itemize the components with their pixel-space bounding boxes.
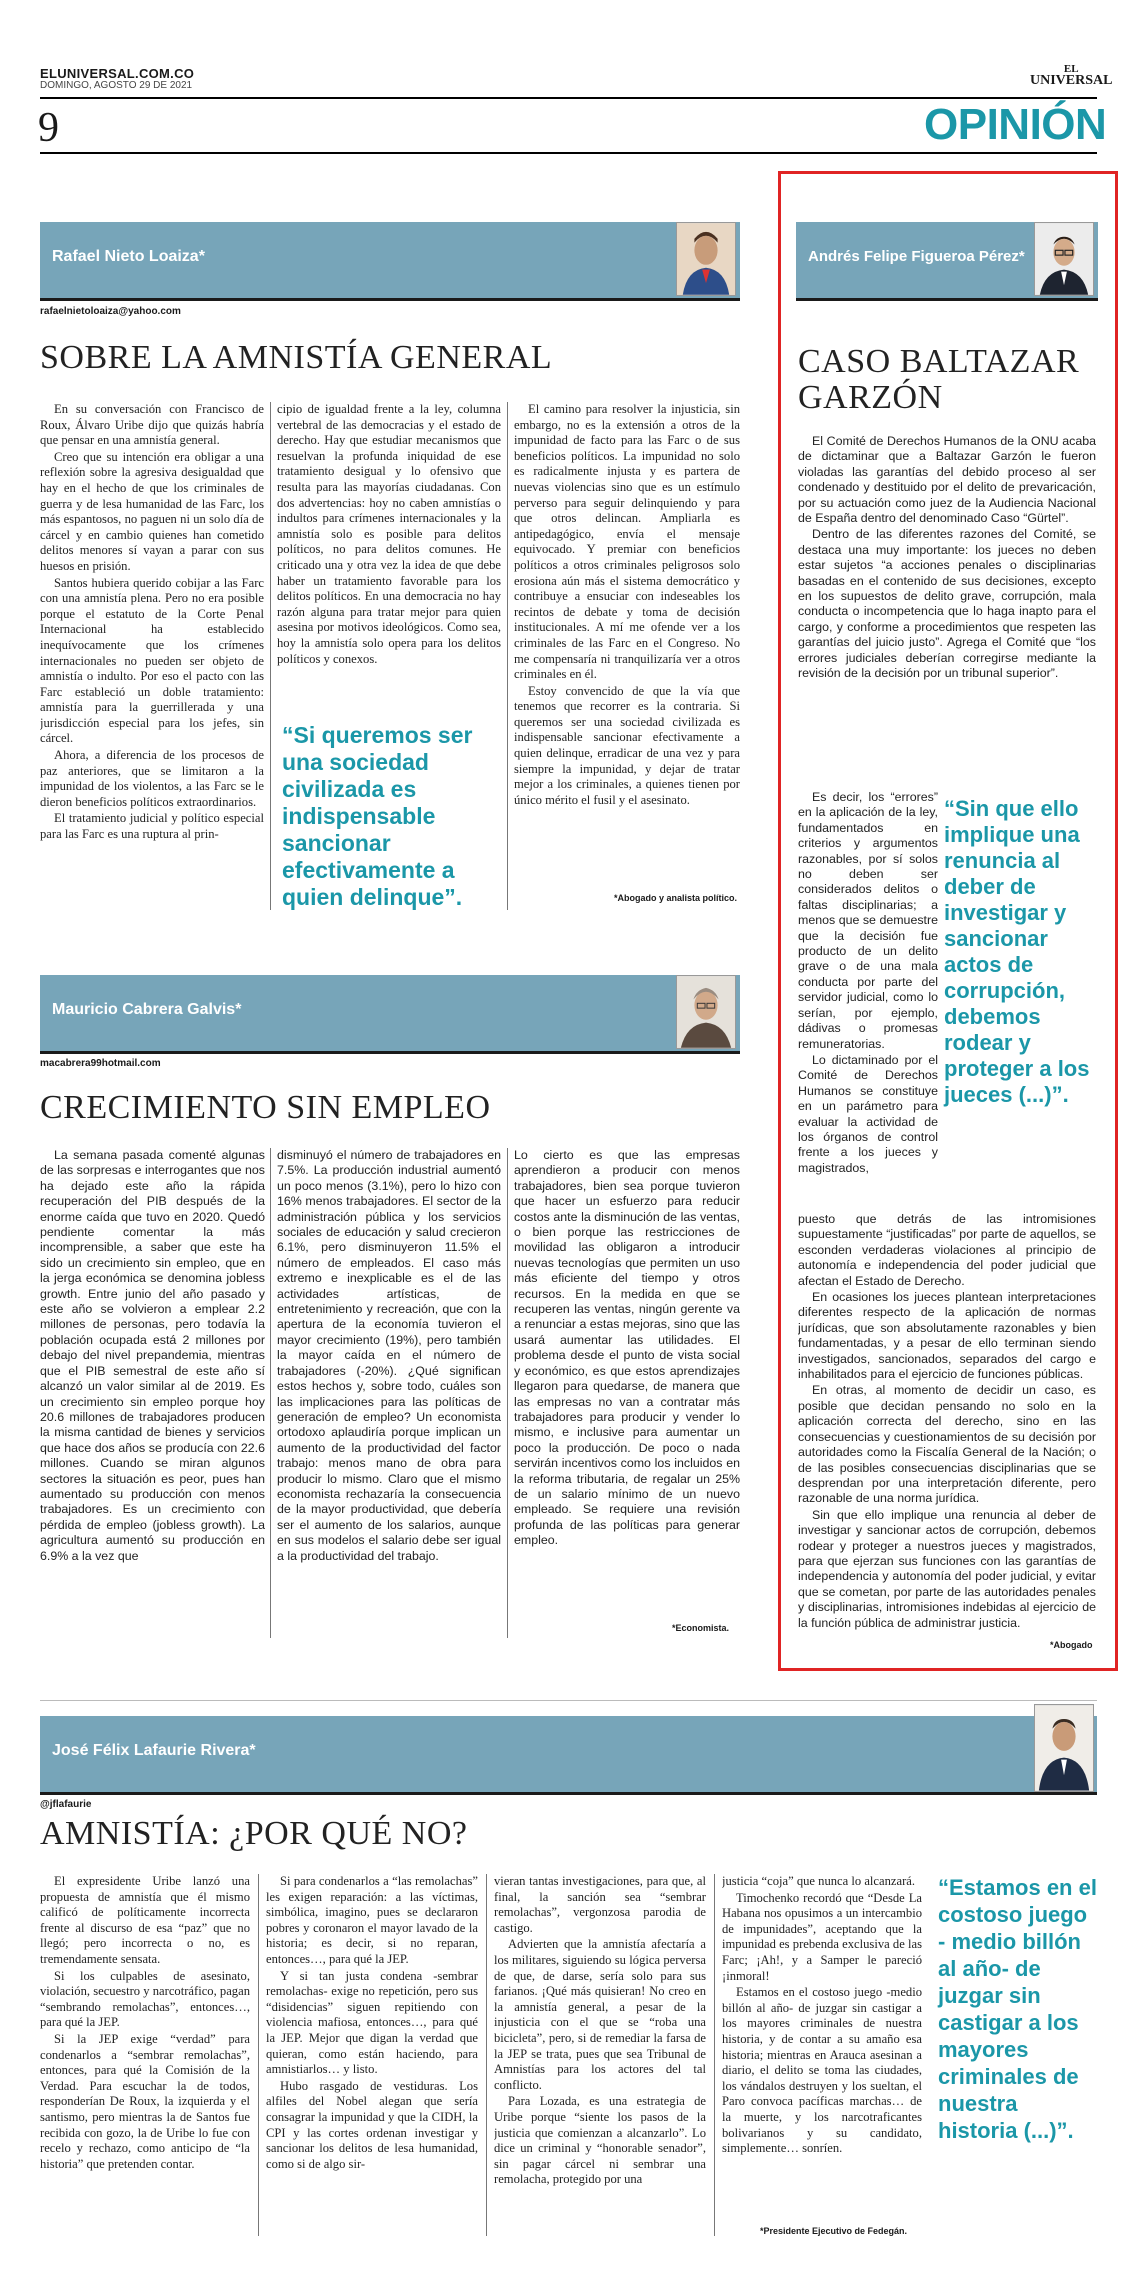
- column-divider: [486, 1874, 487, 2236]
- paragraph: Es decir, los “errores” en la aplicación de la ley, fundamentados en criterios y argumentos razonables, por sí solos no deben ser considerados delitos o faltas disciplinarias; a menos que se demuestre que la decisión fue producto de un delito grave o de una mala conducta por parte del servidor judicial, como lo serían, por ejemplo, dádivas o promesas remuneratorias.: [798, 790, 938, 1051]
- article-column-3: [514, 402, 740, 878]
- author-email[interactable]: rafaelnietoloaiza@yahoo.com: [40, 306, 181, 317]
- paragraph: La semana pasada comenté algunas de las sorpresas e interrogantes que nos ha dejado este año la rápida recuperación del PIB después de la enorme caída que tuvo en 2020. Quedó pendiente comentar la más incomprensible, a saber que este ha sido un crecimiento sin empleo, que en la jerga económica se denomina jobless growth. Entre junio del año pasado y este año se volvieron a emplear 2.2 millones de personas, pero todavía la población ocupada está 2 millones por debajo del nivel prepandemia, mientras que el PIB semestral de este año sí alcanzó un valor similar al de 2019. Es un crecimiento sin empleo porque hoy 20.6 millones de trabajadores producen la misma cantidad de bienes y servicios que hace dos años se producía con 22.6 millones. Cuando se miran algunos sectores la situación es peor, pues han aumentado su producción con menos trabajadores. Es un crecimiento con pérdida de empleo (jobless growth). La agricultura aumentó su producción en 6.9% a la vez que: [40, 1148, 265, 1563]
- band-underline: [40, 1792, 1097, 1795]
- portrait-icon: [677, 223, 735, 295]
- author-photo: [1034, 222, 1094, 296]
- author-handle[interactable]: @jflafaurie: [40, 1799, 92, 1810]
- author-note: *Abogado: [1050, 1640, 1093, 1650]
- paragraph: vieran tantas investigaciones, para que, al final, la sanción sea “sembrar remolachas”, vergonzosa parodia de castigo.: [494, 1874, 706, 1935]
- site-url: ELUNIVERSAL.COM.CO: [40, 66, 195, 81]
- paragraph: En otras, al momento de decidir un caso, es posible que decidan pensando no solo en la aplicación correcta del derecho, sino en las consecuencias y cuestionamientos de su decisión por autoridades como la Fiscalía General de la Nación; o de las posibles consecuencias disciplinarias que se desprendan por una interpretación diferente, pero razonable de una norma jurídica.: [798, 1383, 1096, 1506]
- paragraph: disminuyó el número de trabajadores en 7.5%. La producción industrial aumentó un poco menos (3.1%), pero lo hizo con 16% menos trabajadores. El sector de la administración pública y los servicios sociales de educación y salud crecieron 6.1%, pero disminuyeron 11.5% el número de empleados. El caso más extremo e inexplicable es el de las actividades artísticas, de entretenimiento y recreación, que con la apertura de la economía tuvieron el mayor crecimiento (19%), pero también la mayor caída en el número de trabajadores (-20%). ¿Qué significan estos hechos y, sobre todo, cuáles son las implicaciones para las políticas de generación de empleo? Un economista ortodoxo aplaudiría porque implican un aumento de la productividad del factor trabajo: menos mano de obra para producir lo mismo. Claro que el mismo economista rechazaría la consecuencia de la mayor productividad, que debería ser el aumento de los salarios, aunque en sus modelos el salario debe ser igual a la productividad del trabajo.: [277, 1148, 501, 1563]
- article-column-1: [40, 1874, 250, 2240]
- column-divider: [270, 1148, 271, 1638]
- paragraph: Para Lozada, es una estrategia de Uribe porque “siente los pasos de la justicia que comienzan a alcanzarlo”. Lo dice un criminal y “honorable senador”, sin pagar cárcel ni sembrar una remolacha, protegido por una: [494, 2094, 706, 2187]
- paragraph: Sin que ello implique una renuncia al deber de investigar y sancionar actos de corrupción, debemos rodear y proteger a nuestros jueces y magistrados, para que ejerzan sus funciones con las garantías de independencia y autonomía del poder judicial, y evitar que se cometan, por parte de las autoridades penales y disciplinarias, intromisiones indebidas al ejercicio de la función pública de administrar justicia.: [798, 1507, 1096, 1630]
- paragraph: Dentro de las diferentes razones del Comité, se destaca una muy importante: los jueces no deben estar sujetos “a acciones penales o disciplinarias basadas en el contenido de sus decisiones, excepto en los supuestos de delito grave, corrupción, mala conducta o incompetencia que lo haga inapto para el cargo, y conforme a procedimientos que respeten las garantías del juicio justo”. Agrega el Comité que “los errores judiciales deberían corregirse mediante la revisión de la decisión por un tribunal superior”.: [798, 527, 1096, 681]
- column-divider: [270, 402, 271, 910]
- paragraph: El Comité de Derechos Humanos de la ONU acaba de dictaminar que a Baltazar Garzón le fueron violadas las garantías del debido proceso al ser condenado y destituido por el delito de prevaricación, por su actuación como juez de la Audiencia Nacional de España dentro del denominado Caso “Gürtel”.: [798, 434, 1096, 526]
- author-band-cabrera: [40, 975, 740, 1051]
- header-rule: [40, 97, 1097, 99]
- paragraph: En su conversación con Francisco de Roux, Álvaro Uribe dijo que quizás habría que pensar en una amnistía general.: [40, 402, 264, 448]
- article-column-2: [277, 1148, 501, 1640]
- article-column-1: [40, 402, 264, 912]
- paragraph: Si para condenarlos a “las remolachas” les exigen reparación: a las víctimas, simbólica, imagino, pues se declararon pobres y coronaron el mayor lavado de la historia; es decir, si no reparan, entonces…, para qué la JEP.: [266, 1874, 478, 1966]
- paragraph: cipio de igualdad frente a la ley, columna vertebral de las democracias y el estado de derecho. Hay que estudiar mecanismos que resuelvan la profunda iniquidad de ese tratamiento desigual y lo ofensivo que resulta para las mayorías ciudadanas. Con dos advertencias: hoy no caben amnistías o indultos para crímenes internacionales y la amnistía solo es posible para delitos políticos, no para delitos comunes. He criticado una y otra vez la idea de que debe haber un tratamiento favorable para los delitos políticos. En una democracia no hay razón alguna para tratar mejor para quien asesina por motivos ideológicos. Como sea, hoy la amnistía solo opera para los delitos políticos y conexos.: [277, 402, 501, 666]
- article-column-4: [722, 1874, 922, 2220]
- author-note: *Abogado y analista político.: [614, 893, 738, 903]
- author-band-lafaurie: [40, 1716, 1097, 1792]
- author-name: José Félix Lafaurie Rivera*: [52, 1742, 256, 1759]
- paragraph: Ahora, a diferencia de los procesos de paz anteriores, que se limitaron a la impunidad de los violentos, a las Farc se le dieron beneficios políticos extraordinarios.: [40, 748, 264, 809]
- author-photo: [1034, 1704, 1094, 1792]
- paragraph: Advierten que la amnistía afectaría a los militares, siguiendo su lógica perversa de que, de darse, sería solo para sus farianos. ¡Qué más quisieran! No creo en la amnistía general, a pesar de la injusticia con el que se “roba una bicicleta”, pero, si de remediar la farsa de la JEP se trata, pues que sea Tribunal de Amnistías para los actores del tal conflicto.: [494, 1937, 706, 2092]
- paragraph: En ocasiones los jueces plantean interpretaciones diferentes respecto de la aplicación de normas jurídicas, que son absolutamente razonables y bien fundamentadas, y a pesar de ello terminan siendo investigados, sancionados, separados del cargo e inhabilitados para el ejercicio de funciones públicas.: [798, 1290, 1096, 1382]
- article-body-narrow: [798, 790, 938, 1212]
- headline-line-1: CASO BALTAZAR: [798, 343, 1080, 380]
- author-email[interactable]: macabrera99hotmail.com: [40, 1058, 161, 1069]
- newspaper-logo: [1030, 64, 1112, 86]
- section-separator: [40, 1700, 1097, 1701]
- pull-quote: “Sin que ello implique una renuncia al deber de investigar y sancionar actos de corrupción, debemos rodear y proteger a los jueces (...)”.: [944, 796, 1090, 1107]
- paragraph: Si los culpables de asesinato, violación, secuestro y narcotráfico, pagan “sembrando remolachas”, entonces…, para qué la JEP.: [40, 1968, 250, 2030]
- portrait-icon: [1035, 223, 1093, 295]
- portrait-icon: [1035, 1705, 1093, 1791]
- article-column-3: [494, 1874, 706, 2240]
- band-underline: [40, 298, 740, 301]
- column-divider: [258, 1874, 259, 2236]
- page-number: 9: [38, 105, 59, 151]
- column-divider: [507, 402, 508, 910]
- band-underline: [796, 298, 1098, 301]
- author-note: *Presidente Ejecutivo de Fedegán.: [760, 2226, 908, 2236]
- paragraph: El expresidente Uribe lanzó una propuesta de amnistía que él mismo calificó de políticamente incorrecta frente al discurso de esa “paz” que no llegó; pero incorrecta o no, es tremendamente sensata.: [40, 1874, 250, 1966]
- article-body-bottom: [798, 1212, 1096, 1632]
- article-body-top: [798, 434, 1096, 794]
- section-rule: [40, 152, 1097, 154]
- author-name: Andrés Felipe Figueroa Pérez*: [808, 248, 1025, 265]
- article-column-2: [266, 1874, 478, 2240]
- band-underline: [40, 1051, 740, 1054]
- portrait-icon: [677, 976, 735, 1048]
- author-photo: [676, 975, 736, 1049]
- section-title: OPINIÓN: [924, 100, 1107, 149]
- paragraph: Lo dictaminado por el Comité de Derechos Humanos se constituye en un parámetro para evaluar la actividad de los órganos de control frente a los jueces y magistrados,: [798, 1052, 938, 1175]
- paragraph: Y si tan justa condena -sembrar remolachas- exige no repetición, pero sus “disidencias” siguen repitiendo con violencia mafiosa, entonces…, para qué la JEP. Mejor que digan la verdad que quieran, como están haciendo, para amnistiarlos… y listo.: [266, 1968, 478, 2077]
- article-column-1: [40, 1148, 265, 1640]
- article-headline: [798, 344, 1098, 416]
- paragraph: Santos hubiera querido cobijar a las Farc con una amnistía plena. Pero no era posible porque el estatuto de la Corte Penal Internacional ha establecido inequívocamente que los crímenes internacionales no pueden ser objeto de amnistía o indulto. Por eso el pacto con las Farc estableció un doble tratamiento: amnistía para la guerrillerada y una jurisdicción especial para los jefes, sin cárcel.: [40, 575, 264, 746]
- headline-line-2: GARZÓN: [798, 379, 943, 416]
- paragraph: Estamos en el costoso juego -medio billón al año- de juzgar sin castigar a los mayores criminales de nuestra historia, y de contar a su amaño esa historia; mientras en Arauca asesinan a diario, el delito se toma las ciudades, los vándalos destruyen y los sueltan, el Paro convoca pacíficas marchas… de la muerte, y los narcotraficantes bolivarianos y su candidato, simplemente… sonríen.: [722, 1985, 922, 2156]
- author-band-nieto: [40, 222, 740, 298]
- pull-quote: “Estamos en el costoso juego - medio billón al año- de juzgar sin castigar a los mayores criminales de nuestra historia (...)”.: [938, 1875, 1097, 2143]
- publication-date: DOMINGO, AGOSTO 29 DE 2021: [40, 80, 193, 91]
- article-headline: SOBRE LA AMNISTÍA GENERAL: [40, 339, 553, 376]
- article-column-3: [514, 1148, 740, 1618]
- paragraph: Timochenko recordó que “Desde La Habana nos opusimos a un intercambio de impunidades”, aceptando que la impunidad es prebenda exclusiva de las Farc; ¡Ah!, y a Samper le pareció ¡inmoral!: [722, 1890, 922, 1983]
- column-divider: [714, 1874, 715, 2236]
- article-headline: AMNISTÍA: ¿POR QUÉ NO?: [40, 1815, 468, 1852]
- paragraph: El tratamiento judicial y político especial para las Farc es una ruptura al prin-: [40, 811, 264, 842]
- author-name: Mauricio Cabrera Galvis*: [52, 1001, 242, 1018]
- article-headline: CRECIMIENTO SIN EMPLEO: [40, 1089, 491, 1126]
- column-divider: [507, 1148, 508, 1638]
- paragraph: Hubo rasgado de vestiduras. Los alfiles del Nobel alegan que sería consagrar la impunidad y que la CIDH, la CPI y las cortes ordenan investigar y sancionar los delitos de lesa humanidad, como si de algo sir-: [266, 2078, 478, 2171]
- paragraph: Lo cierto es que las empresas aprendieron a producir con menos trabajadores, bien sea porque tuvieron que hacer un esfuerzo para reducir costos ante la disminución de las ventas, o bien porque las restricciones de movilidad las obligaron a introducir nuevas tecnologías que permiten un uso más eficiente del tiempo y otros recursos. En la medida en que se recuperen las ventas, ningún gerente va a renunciar a estas mejoras, sino que las usará aumentar las utilidades. El problema desde el punto de vista social y económico, es que estos aprendizajes llegaron para quedarse, de manera que las empresas no van a contratar más trabajadores para producir y vender lo mismo, e inclusive para aumentar un poco la producción. De poco o nada servirán incentivos como los incluidos en la reforma tributaria, de regalar un 25% de un salario mínimo de un nuevo empleado. Se requiere una revisión profunda de las políticas para generar empleo.: [514, 1148, 740, 1548]
- paragraph: puesto que detrás de las intromisiones supuestamente “justificadas” por parte de aquellos, se esconden verdaderas violaciones al principio de autonomía e independencia del poder judicial que afectan el Estado de Derecho.: [798, 1212, 1096, 1288]
- pull-quote: “Si queremos ser una sociedad civilizada es indispensable sancionar efectivamente a quien delinque”.: [282, 722, 473, 910]
- paragraph: Estoy convencido de que la vía que tenemos que recorrer es la contraria. Si queremos ser una sociedad civilizada es indispensable sancionar efectivamente a quien delinque, erradicar de una vez y para siempre la impunidad, y dejar de tratar mejor a los criminales, a quienes tienen por único mérito el fusil y el asesinato.: [514, 683, 740, 807]
- paragraph: Creo que su intención era obligar a una reflexión sobre la agresiva desigualdad que hay en el hecho de que los criminales de guerra y de lesa humanidad de las Farc, los más espantosos, no paguen ni un solo día de cárcel y en cambio quienes han cometido delitos menores sí vayan a parar con sus huesos en prisión.: [40, 449, 264, 573]
- author-photo: [676, 222, 736, 296]
- paragraph: El camino para resolver la injusticia, sin embargo, no es la extensión a otros de la impunidad de facto para las Farc o de sus beneficios políticos. La impunidad no solo es radicalmente injusta y es partera de nuevas violencias sino que es un estímulo perverso para seguir delinquiendo y para que otros delincan. Ampliarla es antipedagógico, envía el mensaje equivocado. Y premiar con beneficios políticos a otros criminales peligrosos solo erosiona aún más el sistema democrático y contribuye a ensuciar con indeseables los recintos de debate y toma de decisión institucionales. A mí me ofende ver a los criminales de las Farc en el Congreso. No me compensaría ni tranquilizaría ver a otros criminales en él.: [514, 402, 740, 682]
- author-name: Rafael Nieto Loaiza*: [52, 248, 205, 265]
- article-column-2: [277, 402, 501, 712]
- paragraph: justicia “coja” que nunca lo alcanzará.: [722, 1874, 915, 1888]
- paragraph: Si la JEP exige “verdad” para condenarlos a “sembrar remolachas”, entonces, para qué la Comisión de la Verdad. Para escuchar la de todos, responderían De Roux, la izquierda y el santismo, pero mientras la de Santos fue recibida con gozo, la de Uribe lo fue con recelo y rechazo, como anticipo de “la historia” que pretenden contar.: [40, 2031, 250, 2171]
- author-note: *Economista.: [672, 1623, 730, 1633]
- logo-top: EL: [1063, 63, 1079, 75]
- logo-bottom: UNIVERSAL: [1030, 73, 1113, 88]
